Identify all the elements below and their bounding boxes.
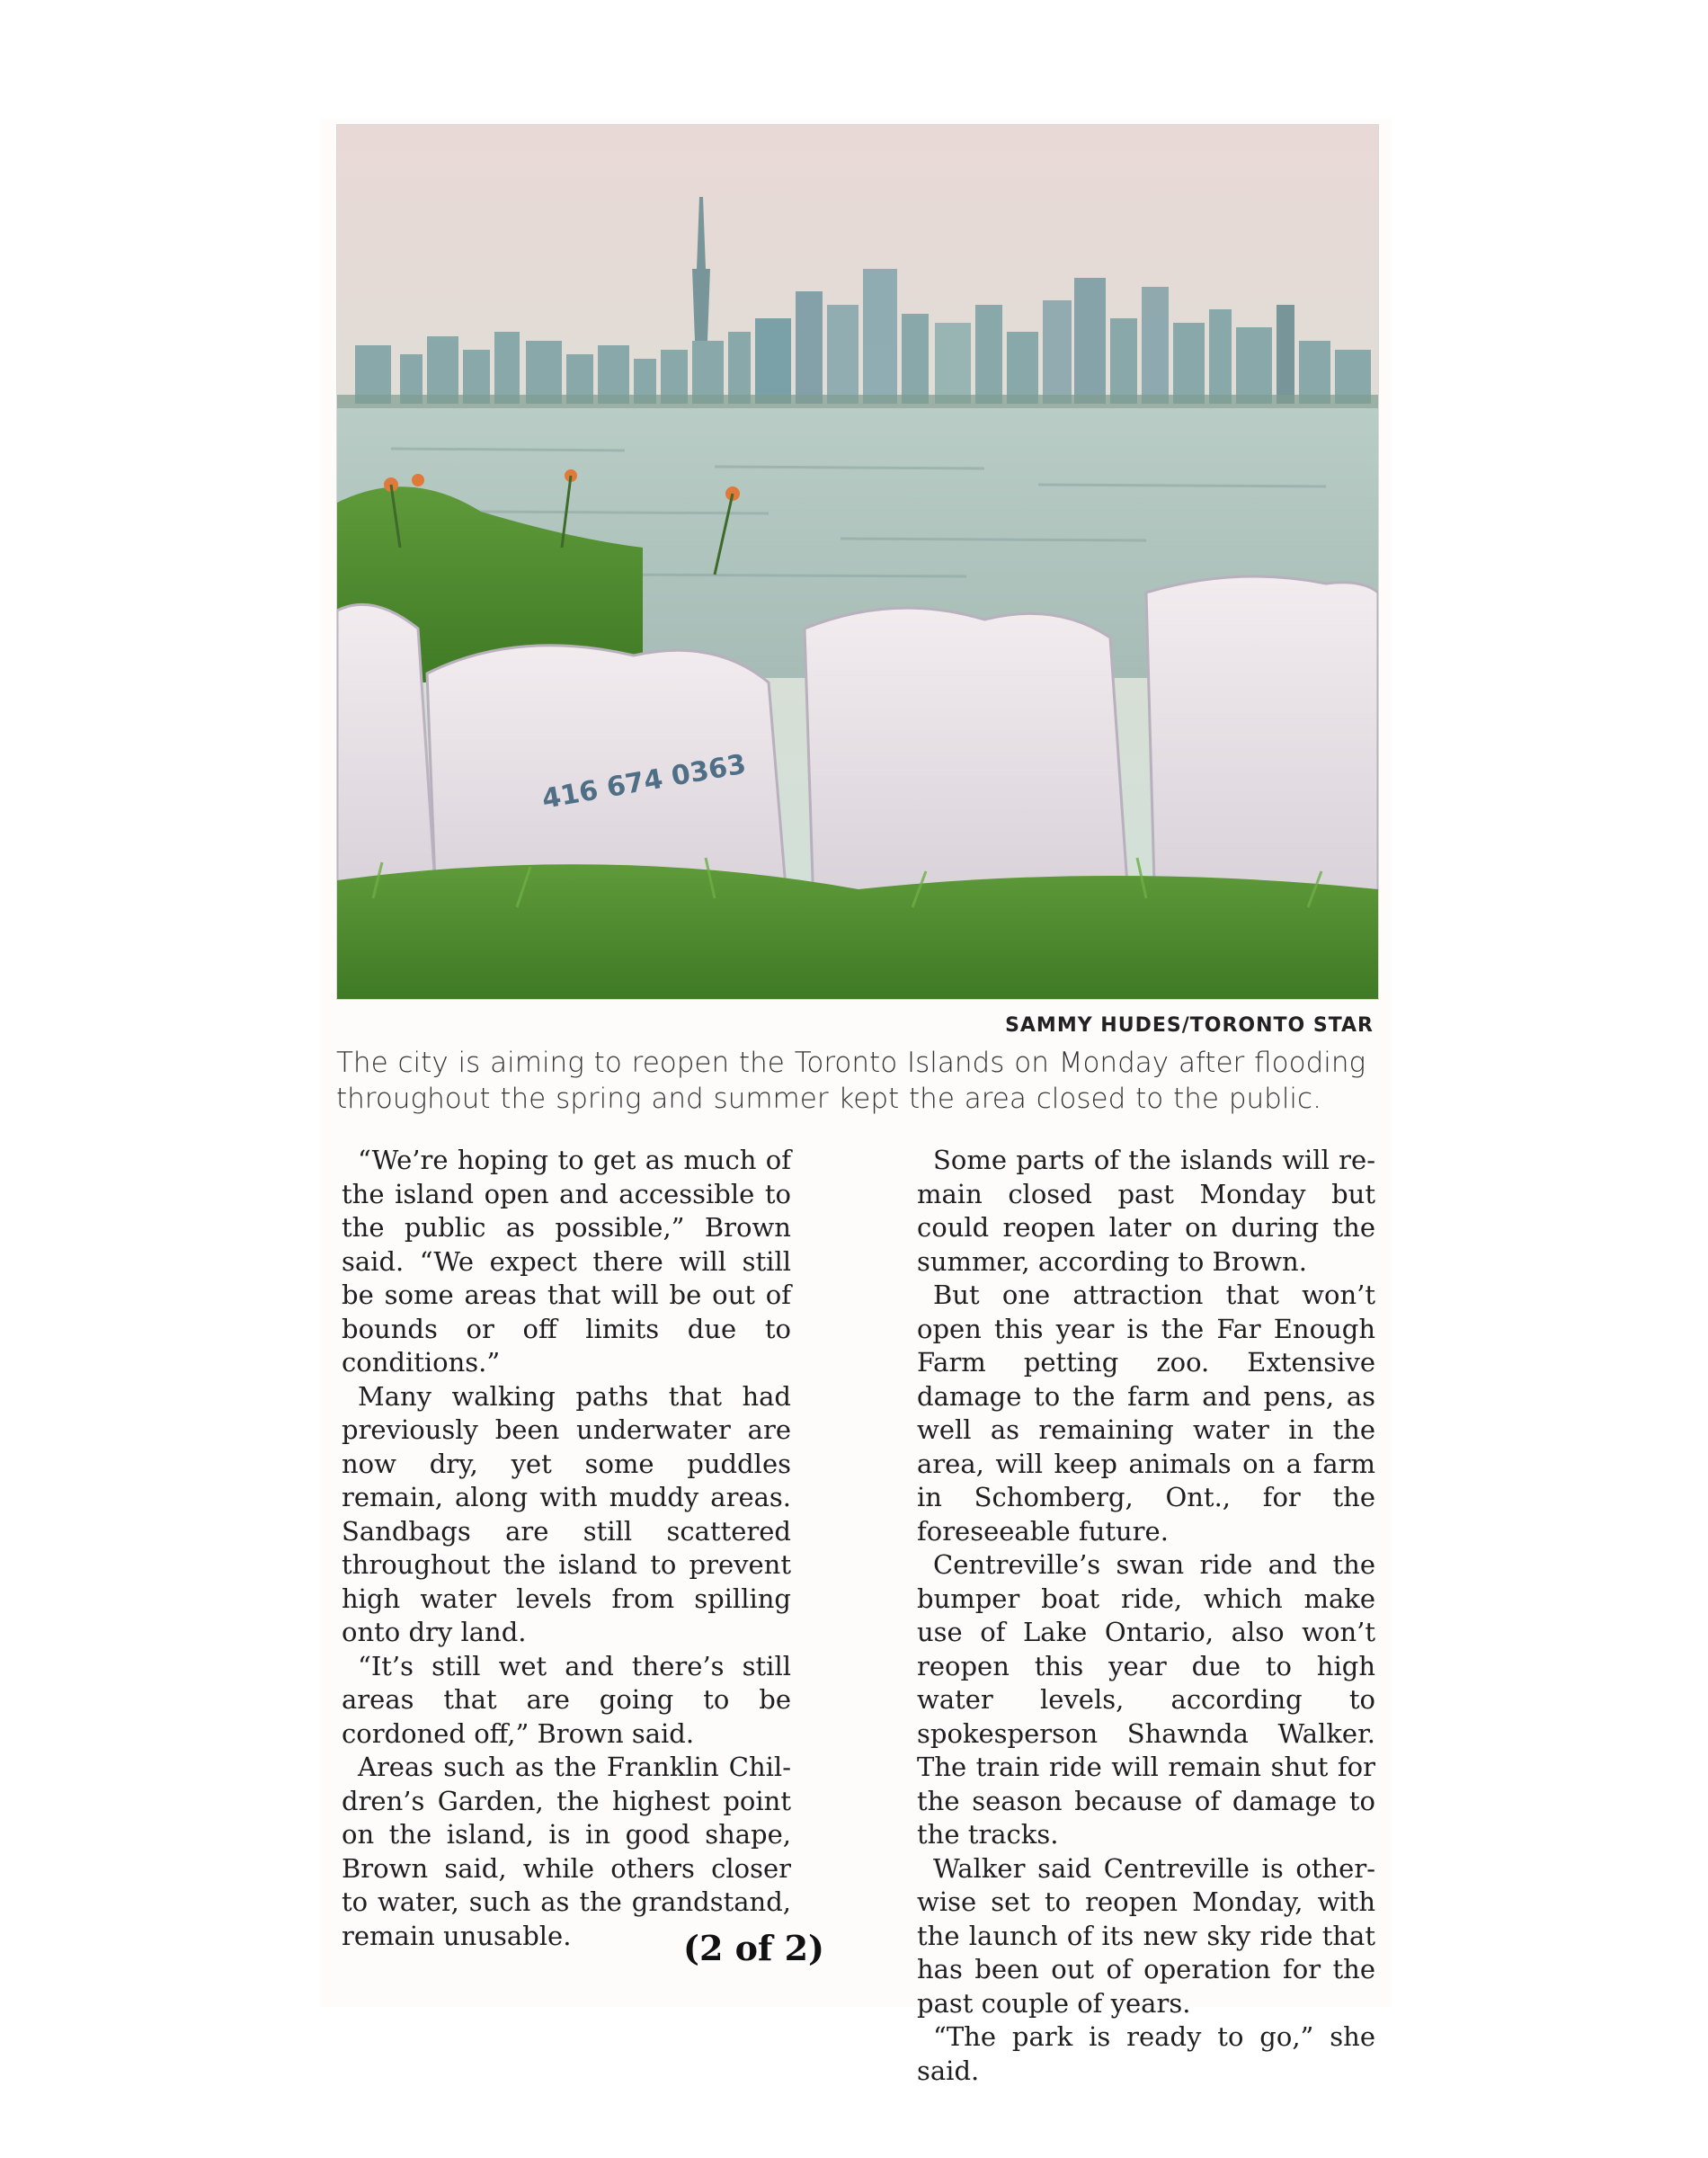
article-column-left [342, 1144, 791, 1953]
page-marker: (2 of 2) [683, 1928, 824, 1968]
photo-caption: The city is aiming to reopen the Toronto Islands on Monday after flooding throughout the spring and summer kept the area closed to the public. [336, 1047, 1366, 1115]
paragraph: Walker said Centreville is otherwise set to reopen Monday, with the launch of its new sky ride that has been out of operation for the past couple of years. [917, 1852, 1375, 2019]
photo-credit: SAMMY HUDES/TORONTO STAR [1005, 1014, 1374, 1037]
paragraph: “It’s still wet and there’s still areas that are going to be cordoned off,” Brown said. [342, 1650, 791, 1749]
paragraph: Centreville’s swan ride and the bumper boat ride, which make use of Lake Ontario, also won’t reopen this year due to high water levels, according to spokesperson Shawnda Walker. The train ride will remain shut for the season because of damage to the tracks. [917, 1549, 1375, 1850]
paragraph: Some parts of the islands will remain closed past Monday but could reopen later on during the summer, according to Brown. [917, 1145, 1375, 1277]
paragraph: “The park is ready to go,” she said. [917, 2021, 1375, 2086]
paragraph: Areas such as the Franklin Children’s Garden, the highest point on the island, is in good shape, Brown said, while others closer to water, such as the grandstand, remain unusable. [342, 1752, 791, 1951]
paragraph: But one attraction that won’t open this year is the Far Enough Farm petting zoo. Extensive damage to the farm and pens, as well as remaining water in the area, will keep animals on a farm in Schomberg, Ont., for the foreseeable future. [917, 1280, 1375, 1547]
bag-phone-print: 416 674 0363 [539, 748, 749, 816]
paragraph: “We’re hoping to get as much of the island open and accessible to the public as possible,” Brown said. “We expect there will still be some areas that will be out of bounds or off limits due to conditions.” [342, 1145, 791, 1378]
newspaper-clipping [320, 119, 1392, 2086]
photo-toronto-skyline-sandbags [336, 124, 1379, 1000]
article-column-right [917, 1144, 1375, 2088]
photo-illustration [337, 125, 1378, 999]
paragraph: Many walking paths that had previously been underwater are now dry, yet some puddles remain, along with muddy areas. Sandbags are still scattered throughout the island to prevent high water levels from spilling onto dry land. [342, 1380, 791, 1647]
